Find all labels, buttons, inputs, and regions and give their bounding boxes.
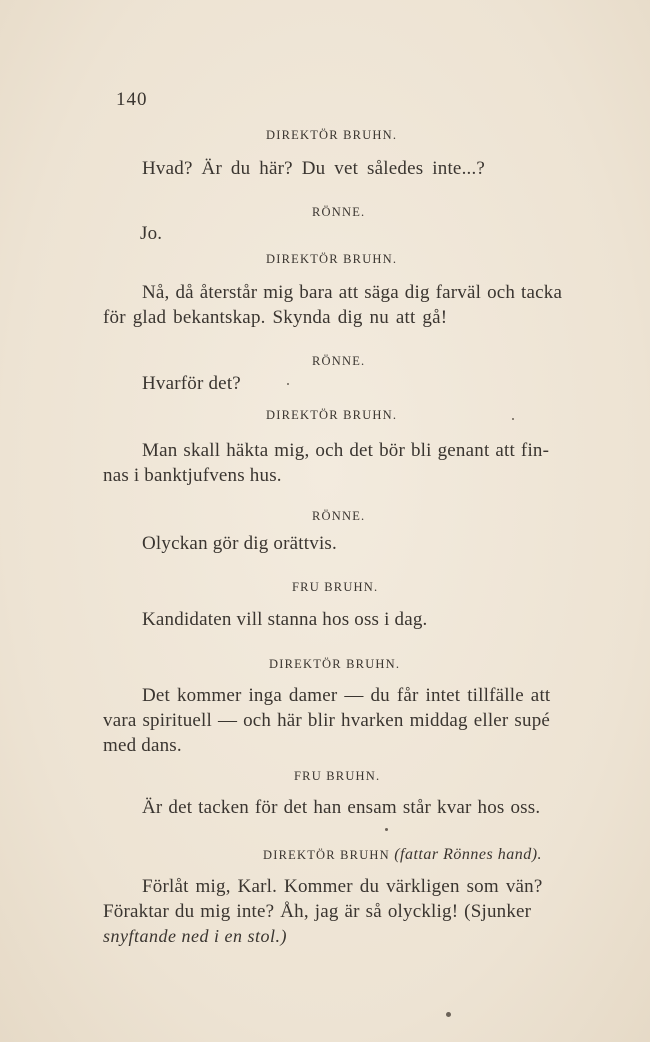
dialogue-line: Är det tacken för det han ensam står kvar hos oss. (142, 797, 541, 818)
paper-speck (385, 828, 388, 831)
paper-speck (446, 1012, 451, 1017)
speaker-label: DIREKTÖR BRUHN. (269, 657, 401, 671)
stage-direction: (fattar Rönnes hand). (394, 846, 543, 863)
speaker-label: DIREKTÖR BRUHN. (266, 128, 398, 142)
dialogue-line: Nå, då återstår mig bara att säga dig farväl och tacka (142, 282, 563, 303)
speaker-label: DIREKTÖR BRUHN. (266, 408, 398, 422)
speaker-label: FRU BRUHN. (292, 580, 379, 594)
dialogue-line: Hvad? Är du här? Du vet således inte...? (142, 158, 486, 179)
dialogue-line: Man skall häkta mig, och det bör bli genant att fin- (142, 440, 550, 461)
speaker-label (263, 846, 542, 864)
dialogue-line: Föraktar du mig inte? Åh, jag är så olycklig! (Sjunker (103, 901, 532, 922)
dialogue-line: Förlåt mig, Karl. Kommer du värkligen som vän? (142, 876, 543, 897)
paper-speck (512, 418, 514, 420)
dialogue-line: Olyckan gör dig orättvis. (142, 533, 337, 554)
dialogue-line: vara spirituell — och här blir hvarken middag eller supé (103, 710, 551, 731)
dialogue-line: nas i banktjufvens hus. (103, 465, 282, 486)
page-number: 140 (116, 89, 148, 110)
dialogue-line: Hvarför det? (142, 373, 241, 394)
speaker-label: DIREKTÖR BRUHN. (266, 252, 398, 266)
speaker-label: RÖNNE. (312, 354, 366, 368)
dialogue-line: Kandidaten vill stanna hos oss i dag. (142, 609, 428, 630)
dialogue-line: med dans. (103, 735, 182, 756)
speaker-label: RÖNNE. (312, 205, 366, 219)
dialogue-line: för glad bekantskap. Skynda dig nu att gå! (103, 307, 448, 328)
stage-direction-line: snyftande ned i en stol.) (103, 926, 287, 946)
speaker-name: DIREKTÖR BRUHN (263, 848, 390, 862)
dialogue-line: Jo. (140, 223, 163, 244)
speaker-label: FRU BRUHN. (294, 769, 381, 783)
paper-speck (287, 383, 289, 385)
dialogue-line: Det kommer inga damer — du får intet tillfälle att (142, 685, 551, 706)
speaker-label: RÖNNE. (312, 509, 366, 523)
